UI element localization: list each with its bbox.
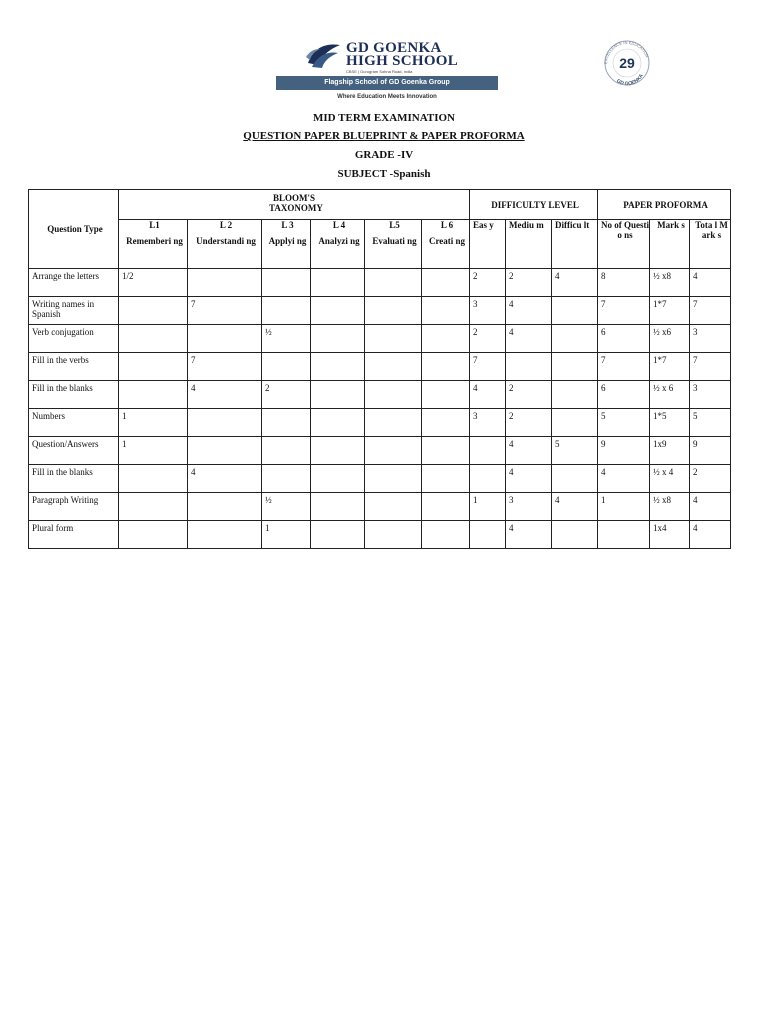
proforma-col-header: No of Questio ns (598, 220, 650, 269)
bloom-level-code: L 6 (440, 220, 454, 230)
table-cell: 4 (506, 297, 552, 325)
table-cell (552, 353, 598, 381)
table-cell (552, 297, 598, 325)
table-cell (188, 269, 262, 297)
bloom-level-name: Analyzi ng (318, 236, 360, 246)
subject-title: SUBJECT -Spanish (337, 168, 431, 180)
table-cell (506, 353, 552, 381)
table-cell: 7 (188, 353, 262, 381)
bloom-level-header (422, 220, 470, 269)
table-row (29, 297, 731, 325)
table-cell (365, 409, 422, 437)
table-cell (365, 353, 422, 381)
table-cell: 2 (690, 465, 731, 493)
table-cell (422, 269, 470, 297)
blueprint-table (28, 189, 731, 549)
table-cell: 4 (598, 465, 650, 493)
table-cell: 2 (506, 409, 552, 437)
bird-emblem-icon (304, 41, 344, 71)
logo-banner: Flagship School of GD Goenka Group (276, 76, 498, 90)
table-cell: 5 (690, 409, 731, 437)
badge-ring-bottom: GD GOENKA (615, 73, 645, 86)
table-cell: 4 (188, 465, 262, 493)
school-logo (276, 38, 498, 106)
table-cell (552, 381, 598, 409)
table-cell: 6 (598, 325, 650, 353)
difficulty-col-header: Difficu lt (552, 220, 598, 269)
table-cell (422, 297, 470, 325)
table-cell (311, 465, 365, 493)
difficulty-col-header: Eas y (470, 220, 506, 269)
logo-address: CBSE | Gurugram Sohna Road, India (346, 69, 413, 74)
table-cell: 4 (506, 437, 552, 465)
table-cell (311, 297, 365, 325)
table-cell: 1 (262, 521, 311, 549)
table-cell (311, 353, 365, 381)
table-cell: 1 (470, 493, 506, 521)
question-type-cell: Question/Answers (29, 437, 119, 465)
anniversary-badge-icon (598, 40, 656, 86)
table-cell (422, 325, 470, 353)
table-cell (470, 465, 506, 493)
table-cell (470, 521, 506, 549)
table-cell (422, 493, 470, 521)
table-cell (119, 465, 188, 493)
question-type-cell: Fill in the verbs (29, 353, 119, 381)
table-cell: 4 (690, 269, 731, 297)
table-cell (119, 325, 188, 353)
bloom-level-name: Understandi ng (196, 236, 256, 246)
table-row (29, 493, 731, 521)
table-cell: 9 (690, 437, 731, 465)
table-cell (552, 465, 598, 493)
table-cell: 5 (598, 409, 650, 437)
bloom-level-header (311, 220, 365, 269)
table-cell: 6 (598, 381, 650, 409)
proforma-col-header: Tota l Mark s (690, 220, 731, 269)
table-cell (598, 521, 650, 549)
question-type-cell: Arrange the letters (29, 269, 119, 297)
bloom-level-header (262, 220, 311, 269)
table-cell (365, 297, 422, 325)
table-cell: 3 (470, 409, 506, 437)
table-cell: 5 (552, 437, 598, 465)
table-cell (422, 521, 470, 549)
table-cell: 7 (598, 297, 650, 325)
table-row (29, 269, 731, 297)
table-cell: 1x4 (650, 521, 690, 549)
bloom-level-name: Evaluati ng (372, 236, 417, 246)
table-cell (470, 437, 506, 465)
question-type-header: Question Type (29, 190, 119, 269)
table-cell: 4 (552, 269, 598, 297)
table-cell: ½ (262, 325, 311, 353)
table-cell (262, 269, 311, 297)
table-row (29, 353, 731, 381)
logo-tagline: Where Education Meets Innovation (337, 94, 437, 100)
table-cell (365, 269, 422, 297)
question-type-cell: Fill in the blanks (29, 465, 119, 493)
table-cell (188, 325, 262, 353)
table-cell: 1 (598, 493, 650, 521)
table-cell: 3 (690, 325, 731, 353)
table-cell (422, 465, 470, 493)
logo-name-line2: HIGH SCHOOL (346, 53, 459, 69)
table-cell: ½ x8 (650, 493, 690, 521)
table-cell (188, 437, 262, 465)
table-cell (552, 521, 598, 549)
table-cell: ½ x 4 (650, 465, 690, 493)
table-cell: 1 (119, 437, 188, 465)
question-type-cell: Paragraph Writing (29, 493, 119, 521)
bloom-level-name: Creati ng (428, 236, 466, 246)
table-cell: 4 (506, 465, 552, 493)
table-row (29, 325, 731, 353)
bloom-level-header (188, 220, 262, 269)
table-cell (119, 381, 188, 409)
table-cell: 7 (188, 297, 262, 325)
table-cell: 4 (188, 381, 262, 409)
table-cell: 7 (470, 353, 506, 381)
table-cell: 2 (506, 381, 552, 409)
table-cell: 4 (690, 521, 731, 549)
bloom-level-header (119, 220, 188, 269)
table-cell (552, 409, 598, 437)
table-cell (311, 521, 365, 549)
table-cell: 2 (262, 381, 311, 409)
table-cell (365, 493, 422, 521)
table-cell (119, 353, 188, 381)
table-cell (365, 521, 422, 549)
table-cell (365, 437, 422, 465)
bloom-level-name: Applyi ng (268, 236, 307, 246)
table-cell (422, 381, 470, 409)
question-type-cell: Writing names in Spanish (29, 297, 119, 325)
table-cell (262, 409, 311, 437)
table-cell (262, 353, 311, 381)
table-cell: 2 (470, 325, 506, 353)
table-cell: 7 (690, 353, 731, 381)
proforma-col-header: Mark s (650, 220, 690, 269)
table-cell (262, 437, 311, 465)
table-cell: 1 (119, 409, 188, 437)
table-cell (262, 465, 311, 493)
table-cell: 7 (598, 353, 650, 381)
table-cell: ½ (262, 493, 311, 521)
table-cell (311, 325, 365, 353)
logo-wordmark (276, 38, 498, 76)
table-cell: 4 (470, 381, 506, 409)
table-cell: 1x9 (650, 437, 690, 465)
table-cell (311, 437, 365, 465)
bloom-level-code: L 3 (281, 220, 294, 230)
table-cell: 1*7 (650, 353, 690, 381)
table-cell: 2 (470, 269, 506, 297)
table-cell: 4 (552, 493, 598, 521)
bloom-level-code: L1 (149, 220, 160, 230)
question-type-cell: Numbers (29, 409, 119, 437)
table-row (29, 381, 731, 409)
grade-title: GRADE -IV (354, 149, 414, 161)
table-cell: ½ x6 (650, 325, 690, 353)
table-cell (552, 325, 598, 353)
table-cell: 3 (690, 381, 731, 409)
blueprint-title: QUESTION PAPER BLUEPRINT & PAPER PROFORMA (243, 130, 525, 142)
table-cell: 7 (690, 297, 731, 325)
table-cell: 1*5 (650, 409, 690, 437)
table-cell (188, 521, 262, 549)
table-cell (422, 437, 470, 465)
difficulty-col-header: Mediu m (506, 220, 552, 269)
table-cell (311, 381, 365, 409)
table-cell: 2 (506, 269, 552, 297)
difficulty-level-header: DIFFICULTY LEVEL (470, 190, 598, 220)
table-cell (422, 353, 470, 381)
paper-proforma-header: PAPER PROFORMA (598, 190, 731, 220)
bloom-level-name: Rememberi ng (126, 236, 183, 246)
table-cell (119, 521, 188, 549)
table-cell: 3 (506, 493, 552, 521)
table-cell (119, 493, 188, 521)
question-type-cell: Plural form (29, 521, 119, 549)
badge-number: 29 (619, 55, 635, 71)
table-cell: 4 (506, 325, 552, 353)
table-cell (311, 269, 365, 297)
table-cell (188, 409, 262, 437)
table-cell: 4 (690, 493, 731, 521)
table-cell: 4 (506, 521, 552, 549)
table-cell: 9 (598, 437, 650, 465)
table-cell (262, 297, 311, 325)
table-cell (365, 381, 422, 409)
table-cell (119, 297, 188, 325)
bloom-level-code: L 4 (332, 220, 346, 230)
table-cell (365, 325, 422, 353)
logo-name-line1: GD GOENKA (346, 40, 442, 56)
table-cell: 1/2 (119, 269, 188, 297)
table-row (29, 437, 731, 465)
table-cell: 8 (598, 269, 650, 297)
table-row (29, 409, 731, 437)
question-type-cell: Verb conjugation (29, 325, 119, 353)
badge-ring-text: EXCELLENCE IN EDUCATION (602, 40, 650, 65)
table-cell (311, 409, 365, 437)
bloom-level-code: L5 (389, 220, 400, 230)
table-cell (188, 493, 262, 521)
question-type-cell: Fill in the blanks (29, 381, 119, 409)
table-cell (422, 409, 470, 437)
exam-title: MID TERM EXAMINATION (313, 112, 455, 124)
table-cell: ½ x8 (650, 269, 690, 297)
table-cell: ½ x 6 (650, 381, 690, 409)
table-cell: 1*7 (650, 297, 690, 325)
table-row (29, 465, 731, 493)
table-cell: 3 (470, 297, 506, 325)
bloom-level-code: L 2 (219, 220, 233, 230)
table-row (29, 521, 731, 549)
blooms-taxonomy-header: BLOOM'S TAXONOMY (119, 190, 470, 220)
table-cell (365, 465, 422, 493)
table-cell (311, 493, 365, 521)
bloom-level-header (365, 220, 422, 269)
